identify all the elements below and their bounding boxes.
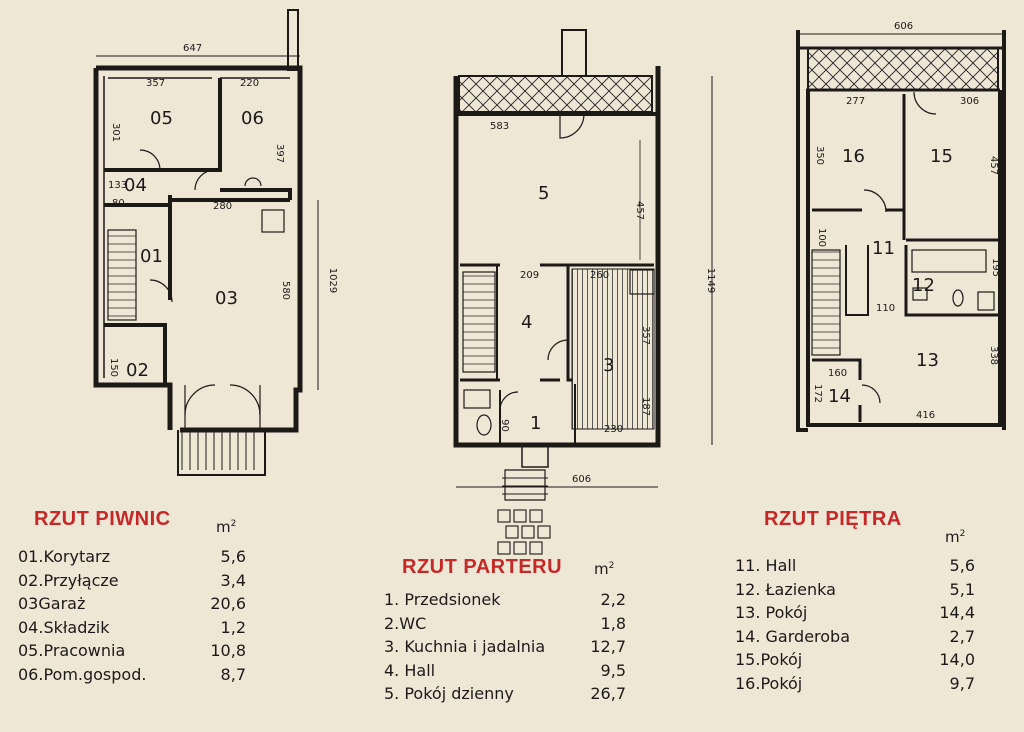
basement-room-list xyxy=(18,545,246,686)
list-item xyxy=(735,554,975,578)
upper-title: RZUT PIĘTRA xyxy=(764,508,902,530)
ground-dim: 209 xyxy=(520,270,540,281)
room-area: 9,7 xyxy=(949,673,975,693)
room-name: 04.Składzik xyxy=(18,617,110,637)
ground-unit-base: m xyxy=(594,560,609,578)
basement-plan xyxy=(96,10,318,475)
ground-room-label-4: 4 xyxy=(521,312,533,333)
list-item xyxy=(384,612,626,636)
room-name: 3. Kuchnia i jadalnia xyxy=(384,637,546,656)
ground-room-label-1: 1 xyxy=(530,413,542,434)
list-item xyxy=(18,663,246,687)
list-item xyxy=(18,569,246,593)
room-area: 14,4 xyxy=(939,603,975,622)
room-area: 20,6 xyxy=(210,594,246,613)
list-item xyxy=(735,648,975,672)
upper-dim: 306 xyxy=(960,96,980,107)
room-name: 16.Pokój xyxy=(735,673,803,693)
room-area: 1,2 xyxy=(220,617,246,637)
basement-dim: 580 xyxy=(280,280,292,301)
room-area: 14,0 xyxy=(939,650,975,669)
list-item xyxy=(384,682,626,706)
basement-room-label-06: 06 xyxy=(241,108,264,129)
upper-dim: 110 xyxy=(876,303,896,314)
room-name: 05.Pracownia xyxy=(18,641,126,660)
list-item xyxy=(18,639,246,663)
room-name: 2.WC xyxy=(384,613,427,633)
list-item xyxy=(735,672,975,696)
list-item xyxy=(18,545,246,569)
ground-dim: 1149 xyxy=(705,267,717,294)
room-area: 5,6 xyxy=(949,556,975,575)
upper-dim: 338 xyxy=(988,345,1000,366)
room-name: 14. Garderoba xyxy=(735,626,851,646)
upper-unit-exp: 2 xyxy=(959,529,966,539)
ground-title: RZUT PARTERU xyxy=(402,556,563,578)
basement-dim: 357 xyxy=(146,78,166,89)
basement-dim: 301 xyxy=(110,122,122,143)
room-area: 26,7 xyxy=(590,684,626,703)
basement-dim: 397 xyxy=(274,143,286,164)
room-area: 2,7 xyxy=(949,626,975,646)
upper-dim: 172 xyxy=(812,383,824,404)
list-item xyxy=(735,578,975,602)
upper-dim: 350 xyxy=(814,145,826,166)
room-name: 13. Pokój xyxy=(735,603,808,622)
basement-unit-exp: 2 xyxy=(230,519,237,529)
room-name: 01.Korytarz xyxy=(18,547,111,566)
room-area: 8,7 xyxy=(220,664,246,684)
ground-room-label-5: 5 xyxy=(538,183,550,204)
ground-dim: 187 xyxy=(640,396,652,417)
room-area: 5,6 xyxy=(220,547,246,566)
upper-room-label-14: 14 xyxy=(828,386,851,407)
basement-dim: 80 xyxy=(112,198,125,209)
room-name: 15.Pokój xyxy=(735,650,803,669)
list-item xyxy=(384,635,626,659)
upper-dim: 606 xyxy=(894,21,914,32)
upper-unit xyxy=(945,528,965,546)
basement-room-label-02: 02 xyxy=(126,360,149,381)
list-item xyxy=(735,601,975,625)
basement-dim: 133 xyxy=(108,180,128,191)
room-area: 2,2 xyxy=(600,590,626,609)
basement-dim: 647 xyxy=(183,43,203,54)
ground-dim: 260 xyxy=(590,270,610,281)
upper-dim: 100 xyxy=(816,227,828,248)
list-item xyxy=(735,625,975,649)
list-item xyxy=(384,588,626,612)
room-name: 4. Hall xyxy=(384,660,436,680)
ground-unit xyxy=(594,560,614,578)
basement-room-label-03: 03 xyxy=(215,288,238,309)
basement-unit xyxy=(216,518,236,536)
ground-dim: 583 xyxy=(490,121,510,132)
ground-room-list xyxy=(384,588,626,706)
list-item xyxy=(384,659,626,683)
ground-dim: 90 xyxy=(498,419,510,432)
upper-dim: 416 xyxy=(916,410,936,421)
upper-room-label-16: 16 xyxy=(842,146,865,167)
room-area: 1,8 xyxy=(600,613,626,633)
room-area: 5,1 xyxy=(949,579,975,599)
basement-dim: 150 xyxy=(108,357,120,378)
room-area: 12,7 xyxy=(590,637,626,656)
room-name: 03Garaż xyxy=(18,594,86,613)
basement-dim: 1029 xyxy=(327,267,339,294)
room-name: 1. Przedsionek xyxy=(384,590,501,609)
basement-unit-base: m xyxy=(216,518,231,536)
ground-dim: 457 xyxy=(634,200,646,221)
upper-room-label-13: 13 xyxy=(916,350,939,371)
basement-room-label-01: 01 xyxy=(140,246,163,267)
upper-room-label-11: 11 xyxy=(872,238,895,259)
room-area: 3,4 xyxy=(220,570,246,590)
upper-dim: 277 xyxy=(846,96,866,107)
room-name: 5. Pokój dzienny xyxy=(384,684,514,703)
upper-dim: 457 xyxy=(988,155,1000,176)
room-name: 02.Przyłącze xyxy=(18,570,119,590)
upper-dim: 195 xyxy=(990,257,1002,278)
basement-room-label-05: 05 xyxy=(150,108,173,129)
upper-unit-base: m xyxy=(945,528,960,546)
room-area: 10,8 xyxy=(210,641,246,660)
basement-room-label-04: 04 xyxy=(124,175,147,196)
list-item xyxy=(18,592,246,616)
ground-dim: 230 xyxy=(604,424,624,435)
ground-room-label-3: 3 xyxy=(603,355,615,376)
room-name: 12. Łazienka xyxy=(735,579,836,599)
ground-dim: 606 xyxy=(572,474,592,485)
upper-room-list xyxy=(735,554,975,695)
basement-dim: 280 xyxy=(213,201,233,212)
upper-room-label-15: 15 xyxy=(930,146,953,167)
ground-unit-exp: 2 xyxy=(608,561,615,571)
room-name: 11. Hall xyxy=(735,556,797,575)
upper-room-label-12: 12 xyxy=(912,275,935,296)
room-name: 06.Pom.gospod. xyxy=(18,664,147,684)
basement-dim: 220 xyxy=(240,78,260,89)
upper-dim: 160 xyxy=(828,368,848,379)
room-area: 9,5 xyxy=(600,660,626,680)
ground-dim: 357 xyxy=(640,325,652,346)
list-item xyxy=(18,616,246,640)
basement-title: RZUT PIWNIC xyxy=(34,508,171,530)
